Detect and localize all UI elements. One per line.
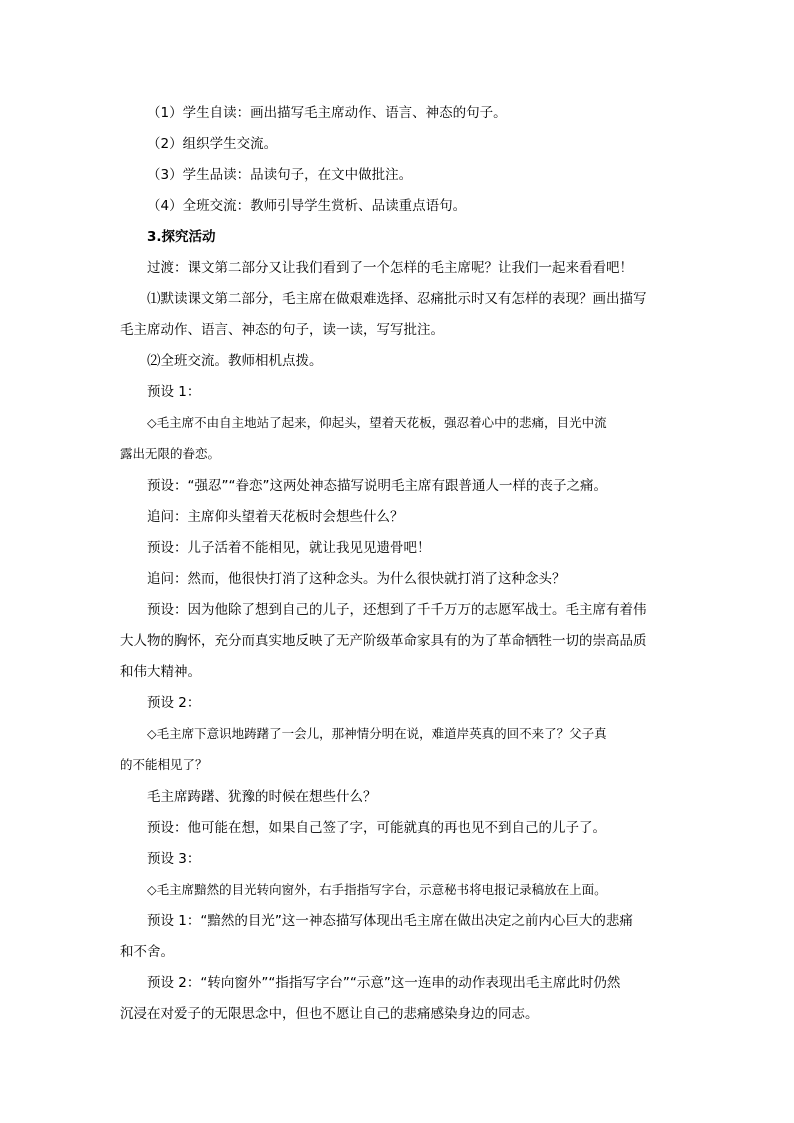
quote-3: ◇毛主席黯然的目光转向窗外，右手指指写字台，示意秘书将电报记录稿放在上面。	[147, 882, 607, 897]
task-2: ⑵全班交流。教师相机点拨。	[147, 353, 323, 369]
transition-text: 过渡：课文第二部分又让我们看到了一个怎样的毛主席呢？让我们一起来看看吧！	[147, 260, 633, 276]
preset-answer-3-line-2: 大人物的胸怀，充分而真实地反映了无产阶级革命家具有的为了革命牺牲一切的崇高品质	[120, 633, 647, 649]
preset-answer-3-line-1: 预设：因为他除了想到自己的儿子，还想到了千千万万的志愿军战士。毛主席有着伟	[147, 602, 647, 618]
section-heading: 3.探究活动	[147, 229, 216, 245]
preset-1-label: 预设 1：	[147, 384, 201, 400]
task-1-line-1: ⑴默读课文第二部分，毛主席在做艰难选择、忍痛批示时又有怎样的表现？画出描写	[147, 291, 647, 307]
question-hesitation: 毛主席踌躇、犹豫的时候在想些什么？	[147, 789, 377, 805]
quote-2-line-2: 的不能相见了？	[120, 757, 208, 772]
step-3-reading: （3）学生品读：品读句子，在文中做批注。	[147, 167, 413, 183]
preset-answer-6-line-1: 预设 2：“转向窗外”“指指写字台”“示意”这一连串的动作表现出毛主席此时仍然	[147, 975, 621, 991]
quote-2-line-1: ◇毛主席下意识地踌躇了一会儿，那神情分明在说，难道岸英真的回不来了？父子真	[147, 726, 607, 741]
step-4-class-exchange: （4）全班交流：教师引导学生赏析、品读重点语句。	[147, 198, 467, 214]
follow-up-question-2: 追问：然而，他很快打消了这种念头。为什么很快就打消了这种念头？	[147, 571, 566, 587]
preset-answer-5-line-1: 预设 1：“黯然的目光”这一神态描写体现出毛主席在做出决定之前内心巨大的悲痛	[147, 913, 633, 929]
follow-up-question-1: 追问：主席仰头望着天花板时会想些什么？	[147, 509, 404, 525]
preset-2-label: 预设 2：	[147, 695, 201, 711]
step-2-exchange: （2）组织学生交流。	[147, 136, 278, 152]
preset-answer-4: 预设：他可能在想，如果自己签了字，可能就真的再也见不到自己的儿子了。	[147, 820, 606, 836]
step-1-self-reading: （1）学生自读：画出描写毛主席动作、语言、神态的句子。	[147, 105, 507, 121]
preset-answer-2: 预设：儿子活着不能相见，就让我见见遗骨吧！	[147, 540, 431, 556]
quote-1-line-1: ◇毛主席不由自主地站了起来，仰起头，望着天花板，强忍着心中的悲痛，目光中流	[147, 415, 607, 430]
preset-answer-5-line-2: 和不舍。	[120, 944, 174, 960]
preset-answer-6-line-2: 沉浸在对爱子的无限思念中，但也不愿让自己的悲痛感染身边的同志。	[120, 1006, 539, 1022]
preset-3-label: 预设 3：	[147, 851, 201, 867]
quote-1-line-2: 露出无限的眷恋。	[120, 446, 221, 461]
preset-answer-1: 预设：“强忍”“眷恋”这两处神态描写说明毛主席有跟普通人一样的丧子之痛。	[147, 478, 607, 494]
task-1-line-2: 毛主席动作、语言、神态的句子，读一读，写写批注。	[120, 322, 444, 338]
preset-answer-3-line-3: 和伟大精神。	[120, 664, 201, 680]
